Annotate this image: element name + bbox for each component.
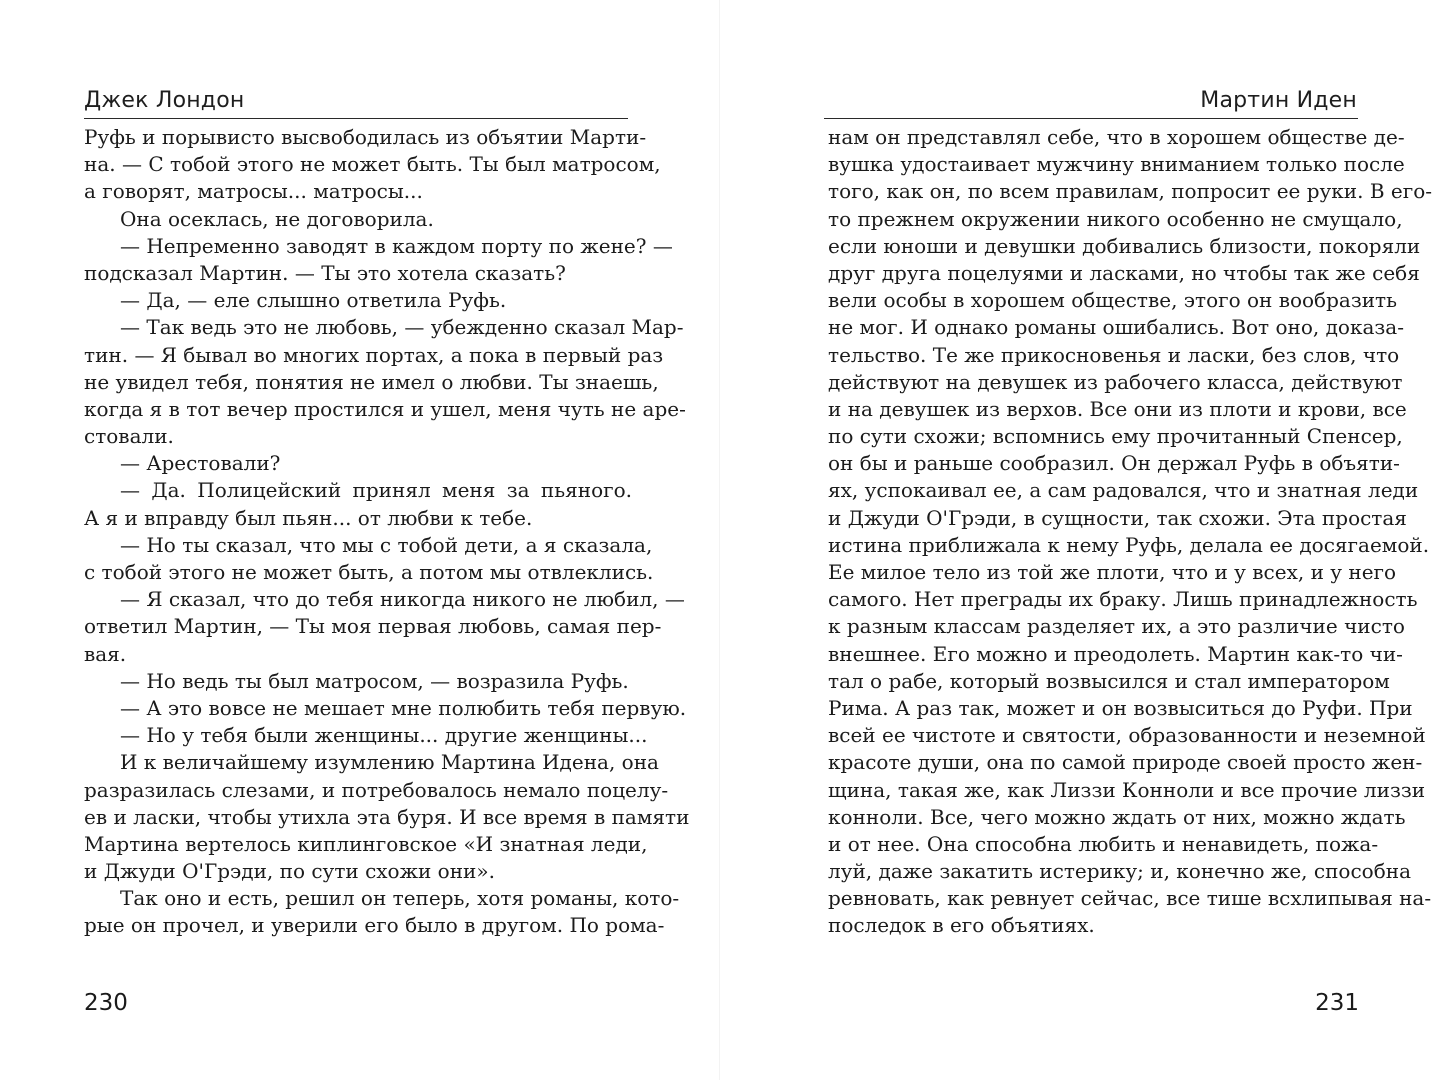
text-line: действуют на девушек из рабочего класса, действуют: [828, 369, 1403, 394]
text-line: и от нее. Она способна любить и ненавидеть, пожа-: [828, 831, 1379, 856]
text-line: на. — С тобой этого не может быть. Ты был матросом,: [84, 152, 661, 177]
text-line: ревновать, как ревнует сейчас, все тише всхлипывая на-: [828, 886, 1432, 911]
text-line: самого. Нет преграды их браку. Лишь принадлежность: [828, 587, 1418, 612]
text-line: ев и ласки, чтобы утихла эта буря. И все время в памяти: [84, 804, 690, 829]
text-line: и Джуди О'Грэди, по сути схожи они».: [84, 859, 495, 884]
text-line: Так оно и есть, решил он теперь, хотя романы, кото-: [120, 886, 680, 911]
text-line: — Так ведь это не любовь, — убежденно сказал Мар-: [120, 315, 684, 340]
text-line: нам он представлял себе, что в хорошем обществе де-: [828, 125, 1405, 149]
text-line: если юноши и девушки добивались близости, покоряли: [828, 233, 1421, 258]
text-line: вушка удостаивает мужчину вниманием только после: [828, 152, 1405, 177]
text-line: — Арестовали?: [120, 451, 281, 476]
text-line: — Но ты сказал, что мы с тобой дети, а я сказала,: [120, 532, 653, 557]
text-line: тал о рабе, который возвысился и стал императором: [828, 668, 1390, 693]
running-head-title: Мартин Иден: [1200, 88, 1357, 113]
text-line: внешнее. Его можно и преодолеть. Мартин как-то чи-: [828, 641, 1403, 666]
text-line: Руфь и порывисто высвободилась из объятии Марти-: [84, 125, 647, 149]
text-line: И к величайшему изумлению Мартина Идена, она: [120, 750, 659, 775]
text-line: тин. — Я бывал во многих портах, а пока в первый раз: [84, 342, 664, 367]
text-line: он бы и раньше сообразил. Он держал Руфь в объяти-: [828, 451, 1400, 476]
text-line: Она осеклась, не договорила.: [120, 206, 434, 231]
text-line: — Но ведь ты был матросом, — возразила Руфь.: [120, 668, 629, 693]
body-text: [84, 124, 690, 940]
text-line: Рима. А раз так, может и он возвыситься до Руфи. При: [828, 695, 1413, 720]
text-line: конноли. Все, чего можно ждать от них, можно ждать: [828, 804, 1406, 829]
text-line: к разным классам разделяет их, а это различие чисто: [828, 614, 1405, 639]
text-line: — Да, — еле слышно ответила Руфь.: [120, 288, 507, 313]
text-line: тельство. Те же прикосновенья и ласки, без слов, что: [828, 342, 1400, 367]
text-line: Мартина вертелось киплинговское «И знатная леди,: [84, 831, 648, 856]
running-head-author: Джек Лондон: [84, 88, 245, 113]
right-page: [720, 0, 1439, 1080]
text-line: по сути схожи; вспомнись ему прочитанный Спенсер,: [828, 424, 1403, 449]
header-rule: [84, 118, 628, 119]
text-line: вели особы в хорошем обществе, этого он вообразить: [828, 288, 1398, 313]
text-line: и на девушек из верхов. Все они из плоти и крови, все: [828, 396, 1407, 421]
text-line: щина, такая же, как Лиззи Конноли и все прочие лиззи: [828, 777, 1426, 802]
text-line: А я и вправду был пьян... от любви к тебе.: [84, 505, 533, 530]
text-line: то прежнем окружении никого особенно не смущало,: [828, 206, 1403, 231]
text-line: а говорят, матросы... матросы...: [84, 179, 423, 204]
text-line: рые он прочел, и уверили его было в другом. По рома-: [84, 913, 665, 938]
page-number: 230: [84, 990, 128, 1016]
text-line: последок в его объятиях.: [828, 913, 1095, 938]
text-line: разразилась слезами, и потребовалось немало поцелу-: [84, 777, 669, 802]
text-line: того, как он, по всем правилам, попросит ее руки. В его-: [828, 179, 1433, 204]
text-line: — Да. Полицейский принял меня за пьяного.: [120, 478, 632, 503]
text-line: красоте души, она по самой природе своей просто жен-: [828, 750, 1423, 775]
text-line: — Непременно заводят в каждом порту по жене? —: [120, 233, 673, 258]
text-line: Ее милое тело из той же плоти, что и у всех, и у него: [828, 560, 1397, 584]
text-line: ответил Мартин, — Ты моя первая любовь, самая пер-: [84, 614, 662, 639]
body-text: [828, 124, 1433, 940]
text-line: истина приближала к нему Руфь, делала ее досягаемой.: [828, 532, 1430, 557]
text-line: друг друга поцелуями и ласками, но чтобы так же себя: [828, 260, 1420, 285]
page-number: 231: [1315, 990, 1359, 1016]
text-line: — А это вовсе не мешает мне полюбить тебя первую.: [120, 695, 687, 720]
text-line: ях, успокаивал ее, а сам радовался, что и знатная леди: [828, 478, 1419, 503]
text-line: — Я сказал, что до тебя никогда никого не любил, —: [120, 587, 685, 612]
header-rule: [824, 118, 1358, 119]
text-line: вая.: [84, 641, 127, 666]
text-line: с тобой этого не может быть, а потом мы отвлеклись.: [84, 560, 654, 584]
text-line: луй, даже закатить истерику; и, конечно же, способна: [828, 859, 1411, 884]
text-line: и Джуди О'Грэди, в сущности, так схожи. Эта простая: [828, 505, 1407, 530]
text-line: подсказал Мартин. — Ты это хотела сказать?: [84, 260, 566, 285]
text-line: не мог. И однако романы ошибались. Вот оно, доказа-: [828, 315, 1404, 340]
text-line: не увидел тебя, понятия не имел о любви. Ты знаешь,: [84, 369, 659, 394]
text-line: когда я в тот вечер простился и ушел, меня чуть не аре-: [84, 396, 686, 421]
left-page: [0, 0, 719, 1080]
text-line: — Но у тебя были женщины... другие женщины...: [120, 723, 648, 748]
text-line: стовали.: [84, 424, 174, 449]
text-line: всей ее чистоте и святости, образованности и неземной: [828, 723, 1426, 748]
